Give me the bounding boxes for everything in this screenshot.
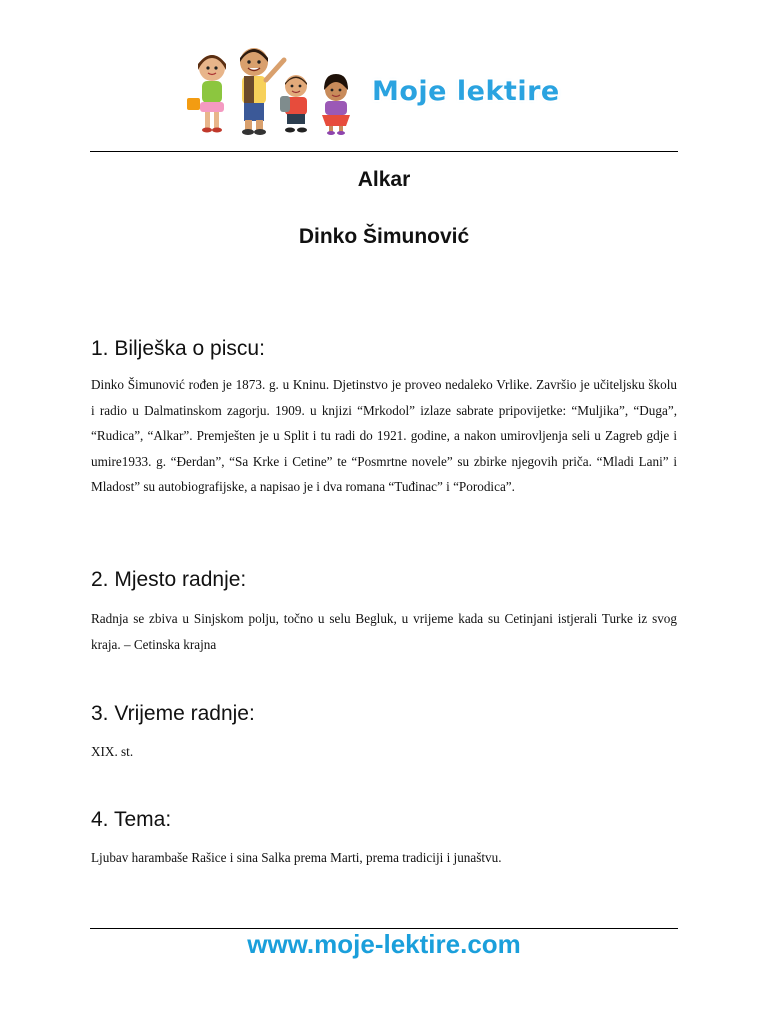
section-heading-setting-place: 2. Mjesto radnje: <box>91 568 247 591</box>
book-title: Alkar <box>357 168 411 191</box>
footer-website-link[interactable]: www.moje-lektire.com <box>247 929 521 959</box>
logo-wordmark: Moje lektire <box>372 76 560 107</box>
section-text-setting-place: Radnja se zbiva u Sinjskom polju, točno u selu Begluk, u vrijeme kada su Cetinjani istjerali Turke iz svog kraja. – Cetinska krajna <box>91 611 677 652</box>
section-text-author-note: Dinko Šimunović rođen je 1873. g. u Kninu. Djetinstvo je proveo nedaleko Vrlike. Završio je učiteljsku školu i radio u Dalmatinskom zagorju. 1909. u knjizi “Mrkodol” izlaze sabrate pripovijetke: “Muljika”, “Duga”, “Rudica”, “Alkar”. Premješten je u Split i tu radi do 1921. godine, a nakon umirovljenja seli u Zagreb gdje i umire1933. g. “Đerdan”, “Sa Krke i Cetine” te “Posmrtne novele” su zbirke njegovih priča. “Mladi Lani” i Mladost” su autobiografijske, a napisao je i dva romana “Tuđinac” i “Porodica”. <box>91 377 677 495</box>
section-heading-theme: 4. Tema: <box>91 808 172 831</box>
section-heading-setting-time: 3. Vrijeme radnje: <box>91 702 255 725</box>
header-divider <box>90 151 678 152</box>
section-text-theme: Ljubav harambaše Rašice i sina Salka prema Marti, prema tradiciji i junaštvu. <box>91 850 502 865</box>
children-illustration-icon <box>184 40 369 140</box>
site-logo[interactable] <box>184 40 584 140</box>
section-text-setting-time: XIX. st. <box>91 744 134 759</box>
section-heading-author-note: 1. Bilješka o piscu: <box>91 337 265 360</box>
book-author: Dinko Šimunović <box>298 225 470 248</box>
